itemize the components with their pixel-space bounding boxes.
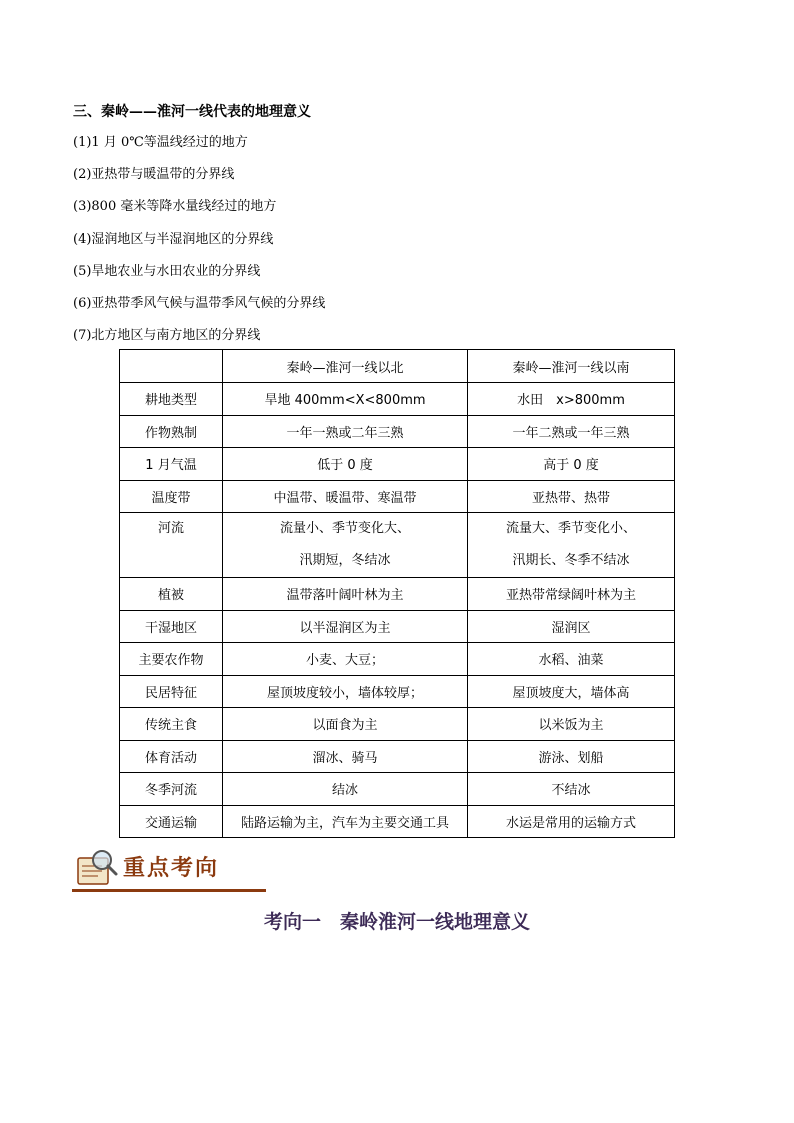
cell-north: 中温带、暖温带、寒温带 [223,480,468,513]
row-label: 主要农作物 [120,643,223,676]
cell-line: 汛期短，冬结冰 [299,553,391,568]
row-label: 耕地类型 [120,383,223,416]
cell-south: 以米饭为主 [468,708,675,741]
subheading: 考向一 秦岭淮河一线地理意义 [263,911,530,933]
cell-south: 亚热带常绿阔叶林为主 [468,578,675,611]
table-row [120,578,675,611]
row-label: 温度带 [120,480,223,513]
cell-line: 流量大、季节变化小、 [505,521,636,536]
row-label: 1 月气温 [120,448,223,481]
cell-north: 结冰 [223,773,468,806]
table-row [120,480,675,513]
north-south-comparison-table [119,349,675,838]
table-header-row [120,350,675,383]
cell-line: 汛期长、冬季不结冰 [512,553,630,568]
banner-underline [72,889,266,892]
cell-south: 屋顶坡度大，墙体高 [468,675,675,708]
row-label: 传统主食 [120,708,223,741]
cell-north: 溜冰、骑马 [223,740,468,773]
cell-south: 高于 0 度 [468,448,675,481]
row-label: 冬季河流 [120,773,223,806]
cell-north: 陆路运输为主，汽车为主要交通工具 [223,805,468,838]
section-title: 三、秦岭——淮河一线代表的地理意义 [73,104,311,120]
cell-line: 流量小、季节变化大、 [279,521,410,536]
table-row [120,513,675,578]
list-item: (5)旱地农业与水田农业的分界线 [73,263,261,279]
list-item: (4)湿润地区与半湿润地区的分界线 [73,231,274,247]
table-row [120,448,675,481]
row-label: 植被 [120,578,223,611]
row-label: 河流 [120,513,223,578]
cell-south: 亚热带、热带 [468,480,675,513]
magnifier-notebook-icon [76,848,120,888]
cell-north: 小麦、大豆； [223,643,468,676]
cell-north: 以半湿润区为主 [223,610,468,643]
cell-south: 水稻、油菜 [468,643,675,676]
cell-north: 屋顶坡度较小，墙体较厚； [223,675,468,708]
table-row [120,708,675,741]
significance-list [73,130,325,355]
cell-north: 温带落叶阔叶林为主 [223,578,468,611]
cell-south: 游泳、划船 [468,740,675,773]
cell-south: 水田 x>800mm [468,383,675,416]
table-row [120,610,675,643]
cell-south [468,513,675,578]
cell-north: 低于 0 度 [223,448,468,481]
table-row [120,383,675,416]
cell-north: 旱地 400mm<X<800mm [223,383,468,416]
cell-south: 一年二熟或一年三熟 [468,415,675,448]
list-item: (7)北方地区与南方地区的分界线 [73,328,261,344]
table-row [120,415,675,448]
list-item: (6)亚热带季风气候与温带季风气候的分界线 [73,295,326,311]
header-cell: 秦岭—淮河一线以南 [468,350,675,383]
table-row [120,773,675,806]
table-row [120,675,675,708]
table-row [120,643,675,676]
cell-south: 湿润区 [468,610,675,643]
table-row [120,740,675,773]
banner-label: 重点考向 [123,856,220,881]
cell-south: 水运是常用的运输方式 [468,805,675,838]
list-item: (1)1 月 0℃等温线经过的地方 [73,135,248,150]
cell-north: 一年一熟或二年三熟 [223,415,468,448]
cell-south: 不结冰 [468,773,675,806]
header-cell [120,350,223,383]
table-row [120,805,675,838]
list-item: (2)亚热带与暖温带的分界线 [73,167,235,183]
row-label: 作物熟制 [120,415,223,448]
row-label: 民居特征 [120,675,223,708]
row-label: 体育活动 [120,740,223,773]
row-label: 干湿地区 [120,610,223,643]
row-label: 交通运输 [120,805,223,838]
cell-north [223,513,468,578]
cell-north: 以面食为主 [223,708,468,741]
header-cell: 秦岭—淮河一线以北 [223,350,468,383]
list-item: (3)800 毫米等降水量线经过的地方 [73,199,277,215]
key-directions-banner [72,845,266,893]
